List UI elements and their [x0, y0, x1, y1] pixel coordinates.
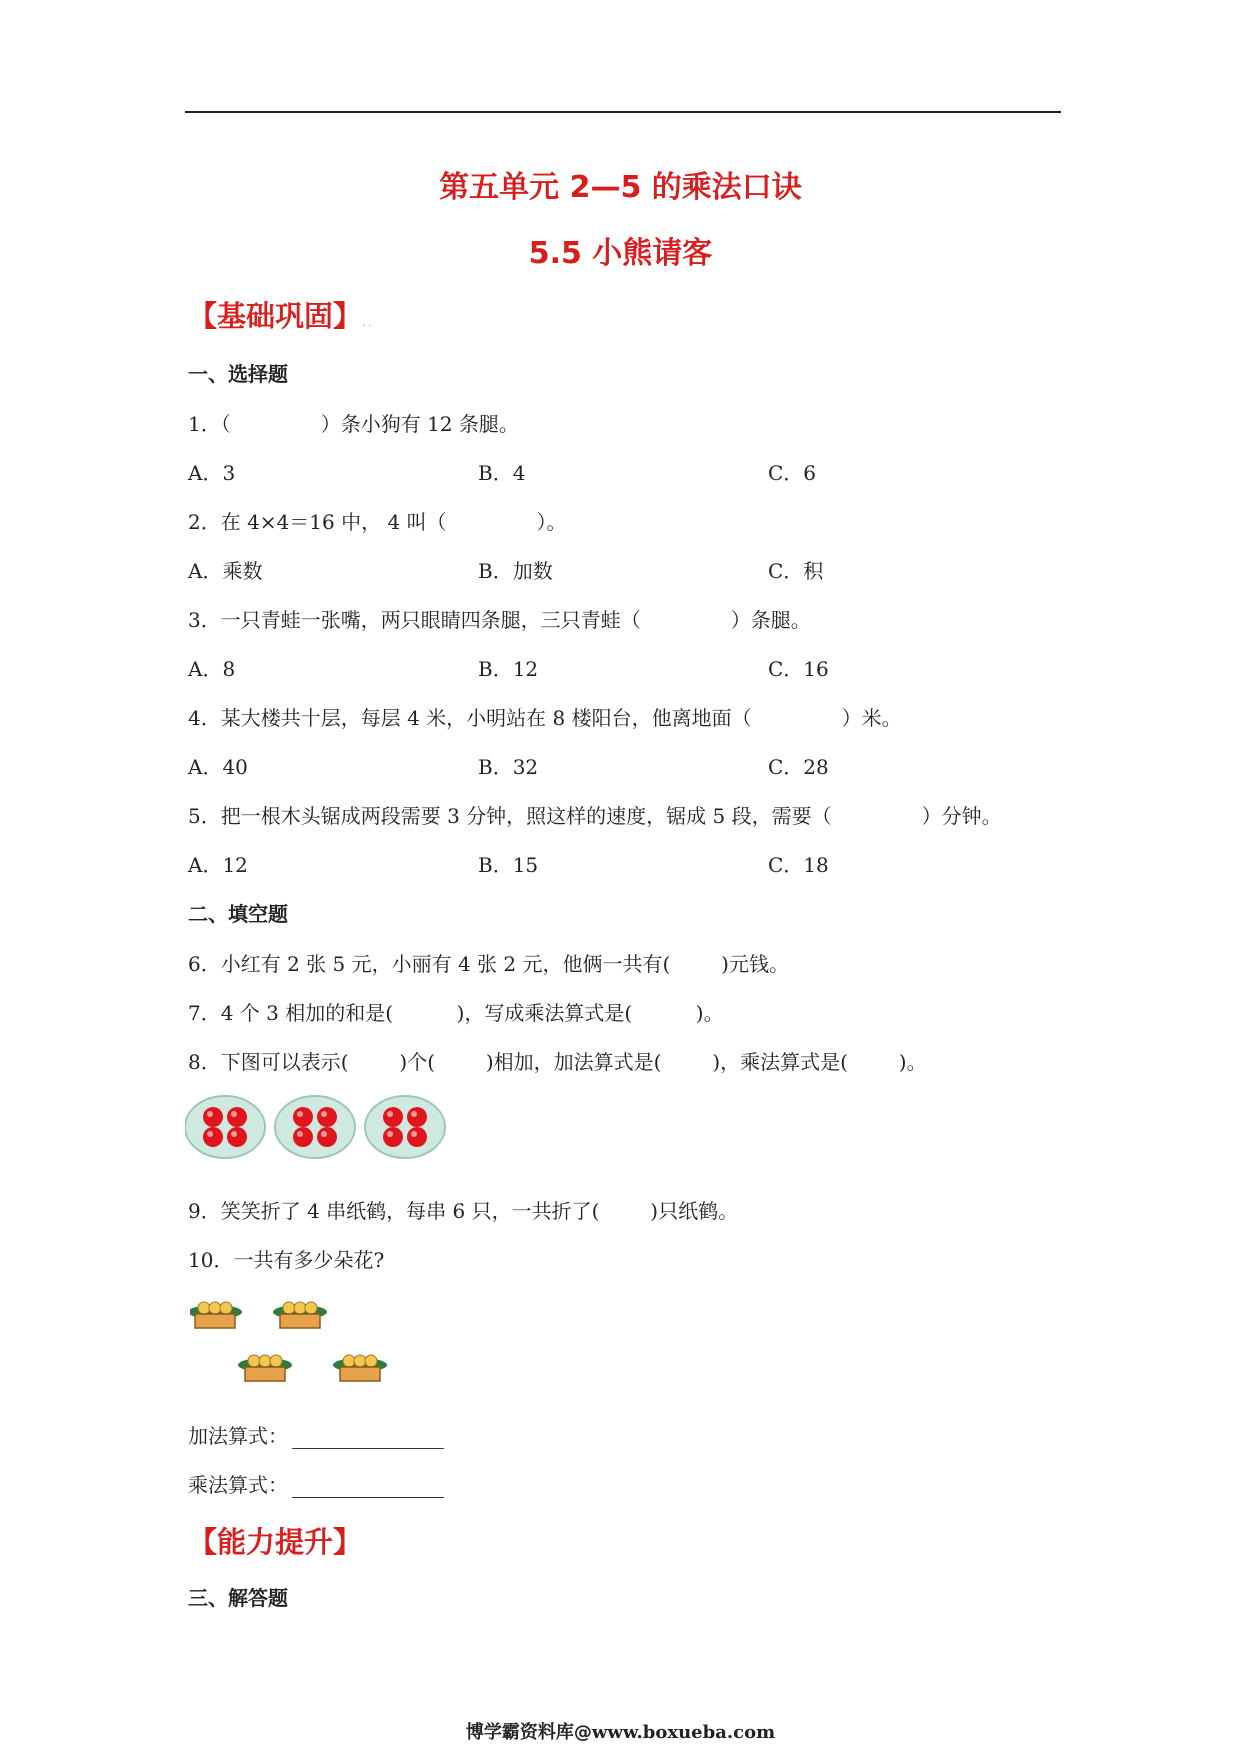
flower-baskets-image	[190, 1290, 430, 1400]
part2-heading: 二、填空题	[188, 902, 288, 926]
apple-highlight	[207, 1131, 213, 1137]
apple	[317, 1127, 337, 1147]
flower	[248, 1355, 260, 1367]
addition-answer-row: 加法算式：	[188, 1420, 444, 1449]
flower	[343, 1355, 355, 1367]
section-advanced: 【能力提升】	[188, 1525, 363, 1559]
flower	[198, 1302, 210, 1314]
apple	[203, 1107, 223, 1127]
apple-highlight	[387, 1131, 393, 1137]
apple-highlight	[411, 1131, 417, 1137]
multiplication-answer-blank[interactable]	[292, 1477, 444, 1498]
apple-highlight	[411, 1111, 417, 1117]
footer: 博学霸资料库@www.boxueba.com	[465, 1722, 776, 1743]
basket	[195, 1314, 235, 1328]
question-10: 10．一共有多少朵花?	[188, 1248, 385, 1272]
q5-option-b: B．15	[478, 853, 539, 877]
flower	[294, 1302, 306, 1314]
question-3: 3．一只青蛙一张嘴，两只眼睛四条腿，三只青蛙（ ）条腿。	[188, 608, 811, 632]
part1-heading: 一、选择题	[188, 362, 288, 386]
apple-highlight	[297, 1111, 303, 1117]
apple-plate	[185, 1096, 265, 1158]
q4-option-b: B．32	[478, 755, 539, 779]
apple	[227, 1107, 247, 1127]
flower	[259, 1355, 271, 1367]
q2-option-c: C．积	[768, 559, 824, 583]
q2-option-a: A．乘数	[188, 559, 263, 583]
apple-plate	[365, 1096, 445, 1158]
question-6: 6．小红有 2 张 5 元，小丽有 4 张 2 元，他俩一共有( )元钱。	[188, 952, 789, 976]
q2-option-b: B．加数	[478, 559, 553, 583]
apple	[383, 1127, 403, 1147]
unit-title: 第五单元 2—5 的乘法口诀	[439, 170, 802, 205]
apple	[227, 1127, 247, 1147]
flower	[270, 1355, 282, 1367]
flower	[283, 1302, 295, 1314]
apple-highlight	[321, 1111, 327, 1117]
q3-option-c: C．16	[768, 657, 829, 681]
flower	[209, 1302, 221, 1314]
basket	[340, 1367, 380, 1381]
part3-heading: 三、解答题	[188, 1586, 288, 1610]
apple-highlight	[207, 1111, 213, 1117]
q1-option-a: A．3	[188, 461, 236, 485]
flower	[220, 1302, 232, 1314]
apple-highlight	[297, 1131, 303, 1137]
question-4: 4．某大楼共十层，每层 4 米，小明站在 8 楼阳台，他离地面（ ）米。	[188, 706, 902, 730]
section-basic: 【基础巩固】	[188, 299, 363, 333]
q5-option-a: A．12	[188, 853, 248, 877]
lesson-title: 5.5 小熊请客	[528, 236, 713, 271]
basket	[245, 1367, 285, 1381]
question-8: 8．下图可以表示( )个( )相加，加法算式是( )，乘法算式是( )。	[188, 1050, 927, 1074]
question-5: 5．把一根木头锯成两段需要 3 分钟，照这样的速度，锯成 5 段，需要（ ）分钟。	[188, 804, 1002, 828]
apple	[407, 1127, 427, 1147]
multiplication-answer-row: 乘法算式：	[188, 1469, 444, 1498]
question-9: 9．笑笑折了 4 串纸鹤，每串 6 只，一共折了( )只纸鹤。	[188, 1199, 739, 1223]
q3-option-b: B．12	[478, 657, 539, 681]
question-2: 2．在 4×4＝16 中， 4 叫（ ）。	[188, 510, 567, 534]
question-7: 7．4 个 3 相加的和是( )，写成乘法算式是( )。	[188, 1001, 724, 1025]
apple	[317, 1107, 337, 1127]
apple-plate	[275, 1096, 355, 1158]
apple-highlight	[387, 1111, 393, 1117]
q4-option-c: C．28	[768, 755, 829, 779]
q1-option-c: C．6	[768, 461, 817, 485]
q4-option-a: A．40	[188, 755, 248, 779]
q5-option-c: C．18	[768, 853, 829, 877]
apple-highlight	[321, 1131, 327, 1137]
apple-highlight	[231, 1131, 237, 1137]
q1-option-b: B．4	[478, 461, 526, 485]
apple-highlight	[231, 1111, 237, 1117]
flower	[354, 1355, 366, 1367]
addition-answer-blank[interactable]	[292, 1428, 444, 1449]
apple	[383, 1107, 403, 1127]
question-1: 1．（ ）条小狗有 12 条腿。	[188, 412, 519, 436]
flower	[305, 1302, 317, 1314]
apple	[293, 1107, 313, 1127]
basket	[280, 1314, 320, 1328]
q3-option-a: A．8	[188, 657, 236, 681]
apple	[293, 1127, 313, 1147]
apple	[203, 1127, 223, 1147]
top-rule	[185, 111, 1061, 113]
flower	[365, 1355, 377, 1367]
apple-plates-image	[185, 1092, 465, 1162]
apple	[407, 1107, 427, 1127]
section-marks: . .	[362, 318, 372, 329]
